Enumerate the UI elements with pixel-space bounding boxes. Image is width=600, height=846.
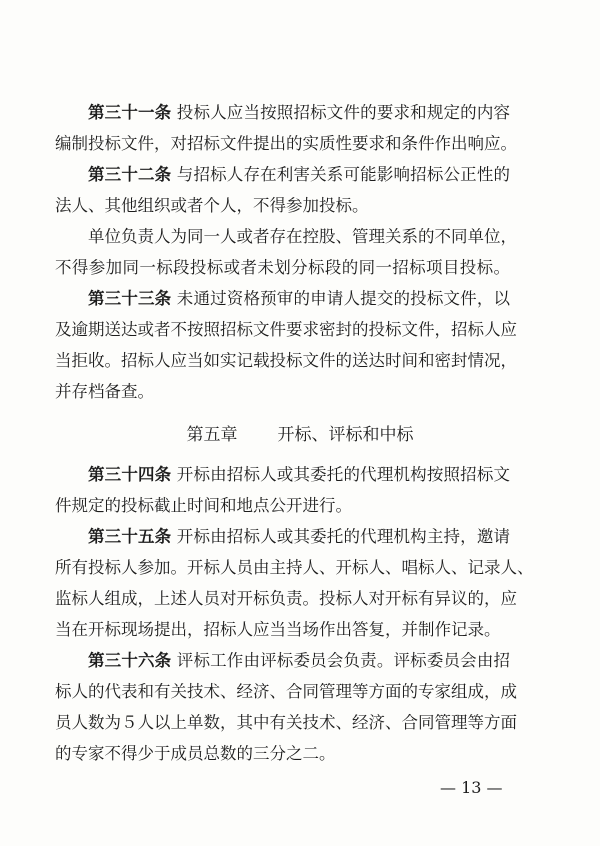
chapter-heading — [0, 424, 600, 446]
article-36-line-4: 的专家不得少于成员总数的三分之二。 — [55, 744, 336, 763]
article-32-number: 第三十二条 — [88, 165, 172, 184]
chapter-number: 第五章 — [186, 425, 238, 445]
article-32-line-2: 法人、其他组织或者个人，不得参加投标。 — [55, 196, 369, 215]
article-31-line-1 — [88, 103, 510, 123]
article-34-line-2: 件规定的投标截止时间和地点公开进行。 — [55, 496, 352, 515]
article-31-number: 第三十一条 — [88, 103, 172, 122]
article-32-line-1 — [88, 165, 510, 185]
article-35-text-1: 开标由招标人或其委托的代理机构主持，邀请 — [176, 527, 511, 546]
article-33-line-3: 当拒收。招标人应当如实记载投标文件的送达时间和密封情况， — [55, 351, 517, 370]
article-31-text-1: 投标人应当按照招标文件的要求和规定的内容 — [176, 103, 511, 122]
article-34-line-1 — [88, 465, 510, 485]
article-36-text-1: 评标工作由评标委员会负责。评标委员会由招 — [176, 651, 511, 670]
article-33-number: 第三十三条 — [88, 289, 172, 308]
page-number: — 13 — — [440, 778, 503, 797]
article-36-line-1 — [88, 651, 510, 671]
article-36-line-3: 员人数为５人以上单数，其中有关技术、经济、合同管理等方面 — [55, 713, 517, 732]
article-35-line-3: 监标人组成，上述人员对开标负责。投标人对开标有异议的，应 — [55, 589, 517, 608]
article-33-line-1 — [88, 289, 510, 309]
article-35-line-1 — [88, 527, 510, 547]
article-36-line-2: 标人的代表和有关技术、经济、合同管理等方面的专家组成，成 — [55, 682, 517, 701]
article-35-line-2: 所有投标人参加。开标人员由主持人、开标人、唱标人、记录人、 — [55, 558, 534, 577]
article-31-line-2: 编制投标文件，对招标文件提出的实质性要求和条件作出响应。 — [55, 134, 517, 153]
article-34-number: 第三十四条 — [88, 465, 172, 484]
article-35-number: 第三十五条 — [88, 527, 172, 546]
article-33-line-4: 并存档备查。 — [55, 382, 154, 401]
paragraph-3-line-2: 不得参加同一标段投标或者未划分标段的同一招标项目投标。 — [55, 258, 510, 277]
chapter-title: 开标、评标和中标 — [277, 425, 414, 445]
article-32-text-1: 与招标人存在利害关系可能影响招标公正性的 — [176, 165, 511, 184]
article-33-line-2: 及逾期送达或者不按照招标文件要求密封的投标文件，招标人应 — [55, 320, 517, 339]
article-33-text-1: 未通过资格预审的申请人提交的投标文件，以 — [176, 289, 511, 308]
article-36-number: 第三十六条 — [88, 651, 172, 670]
article-35-line-4: 当在开标现场提出，招标人应当当场作出答复，并制作记录。 — [55, 620, 501, 639]
article-34-text-1: 开标由招标人或其委托的代理机构按照招标文 — [176, 465, 511, 484]
paragraph-3-line-1: 单位负责人为同一人或者存在控股、管理关系的不同单位， — [88, 227, 517, 246]
